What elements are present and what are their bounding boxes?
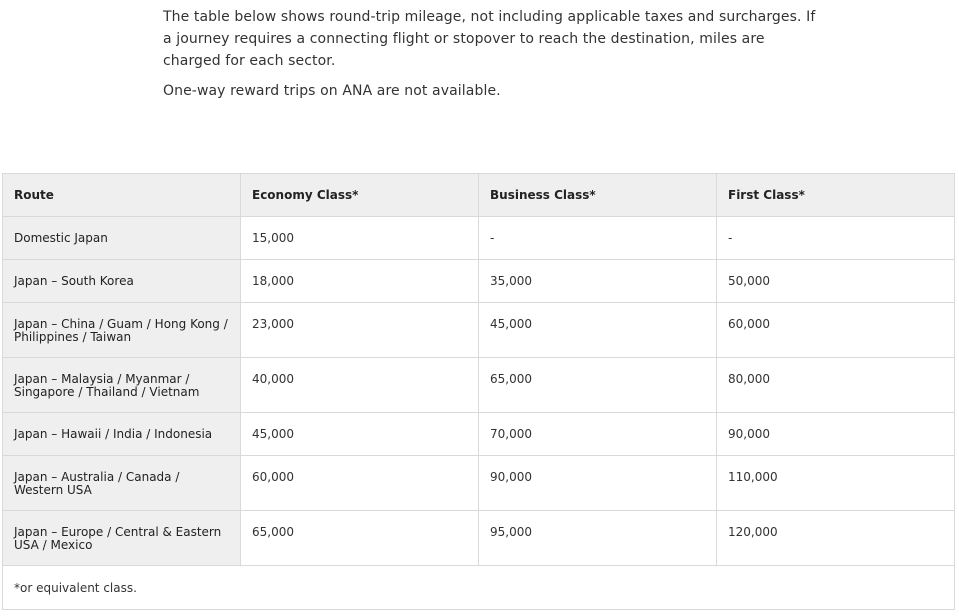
table-row xyxy=(3,217,955,260)
economy-miles-cell: 18,000 xyxy=(241,260,479,303)
header-first-class: First Class* xyxy=(717,174,955,217)
route-cell: Domestic Japan xyxy=(3,217,241,260)
route-cell: Japan – Hawaii / India / Indonesia xyxy=(3,413,241,456)
business-miles-cell: 90,000 xyxy=(479,456,717,511)
header-route: Route xyxy=(3,174,241,217)
table-row xyxy=(3,303,955,358)
table-row xyxy=(3,456,955,511)
header-economy-class: Economy Class* xyxy=(241,174,479,217)
first-miles-cell: 60,000 xyxy=(717,303,955,358)
business-miles-cell: 95,000 xyxy=(479,511,717,566)
route-cell: Japan – Malaysia / Myanmar / Singapore / Thailand / Vietnam xyxy=(3,358,241,413)
economy-miles-cell: 45,000 xyxy=(241,413,479,456)
business-miles-cell: 45,000 xyxy=(479,303,717,358)
first-miles-cell: - xyxy=(717,217,955,260)
economy-miles-cell: 60,000 xyxy=(241,456,479,511)
route-cell: Japan – China / Guam / Hong Kong / Philippines / Taiwan xyxy=(3,303,241,358)
table-row xyxy=(3,260,955,303)
business-miles-cell: 70,000 xyxy=(479,413,717,456)
table-row xyxy=(3,511,955,566)
route-cell: Japan – South Korea xyxy=(3,260,241,303)
first-miles-cell: 80,000 xyxy=(717,358,955,413)
intro-text xyxy=(163,6,823,110)
economy-miles-cell: 15,000 xyxy=(241,217,479,260)
intro-paragraph-one-way: One-way reward trips on ANA are not available. xyxy=(163,83,501,99)
table-row xyxy=(3,413,955,456)
first-miles-cell: 50,000 xyxy=(717,260,955,303)
route-cell: Japan – Europe / Central & Eastern USA / Mexico xyxy=(3,511,241,566)
table-header-row xyxy=(3,174,955,217)
economy-miles-cell: 40,000 xyxy=(241,358,479,413)
first-miles-cell: 110,000 xyxy=(717,456,955,511)
mileage-table xyxy=(2,173,955,610)
first-miles-cell: 90,000 xyxy=(717,413,955,456)
first-miles-cell: 120,000 xyxy=(717,511,955,566)
footnote: *or equivalent class. xyxy=(3,566,955,610)
economy-miles-cell: 65,000 xyxy=(241,511,479,566)
route-cell: Japan – Australia / Canada / Western USA xyxy=(3,456,241,511)
economy-miles-cell: 23,000 xyxy=(241,303,479,358)
business-miles-cell: 65,000 xyxy=(479,358,717,413)
business-miles-cell: 35,000 xyxy=(479,260,717,303)
business-miles-cell: - xyxy=(479,217,717,260)
table-row xyxy=(3,358,955,413)
table-footnote-row xyxy=(3,566,955,610)
intro-paragraph-mileage: The table below shows round-trip mileage, not including applicable taxes and surcharges. If a journey requires a connecting flight or stopover to reach the destination, miles are charged for each sector. xyxy=(163,9,816,69)
header-business-class: Business Class* xyxy=(479,174,717,217)
